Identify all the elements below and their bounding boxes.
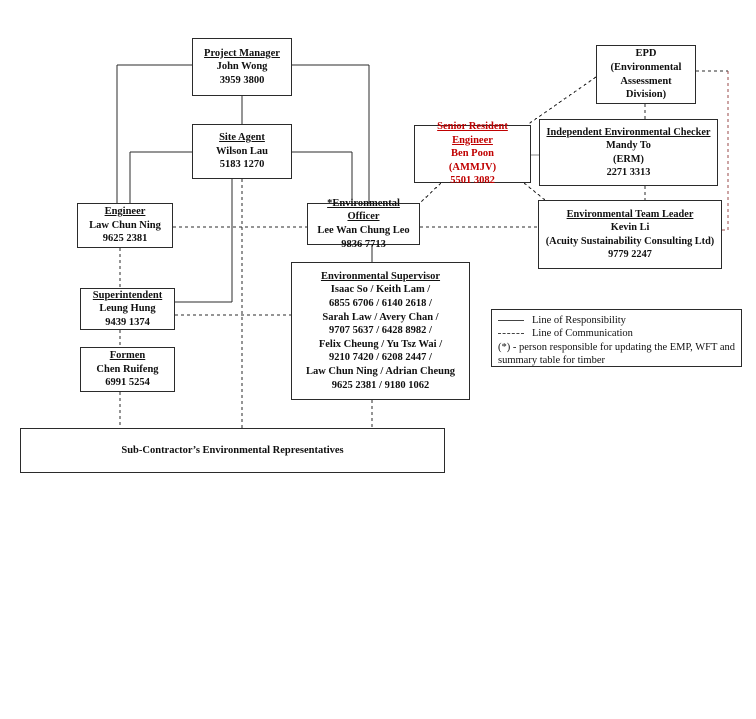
- box-line: 9707 5637 / 6428 8982 /: [329, 325, 432, 337]
- legend-responsibility-label: Line of Responsibility: [532, 315, 626, 326]
- box-title: Engineer: [104, 206, 146, 218]
- box-line: Wilson Lau: [215, 145, 269, 157]
- box-line: (AMMJV): [448, 161, 497, 173]
- box-line: 9625 2381 / 9180 1062: [331, 379, 430, 391]
- box-line: Lee Wan Chung Leo: [317, 225, 410, 236]
- box-line: 5501 3082: [450, 175, 495, 187]
- box-epd: [596, 45, 696, 104]
- box-line: 9439 1374: [105, 316, 150, 328]
- box-title: *Environmental Officer: [327, 197, 400, 223]
- box-line: Chen Ruifeng: [96, 363, 159, 375]
- box-line: 9625 2381: [102, 233, 148, 245]
- legend-responsibility-row: [498, 314, 735, 327]
- box-title: Site Agent: [219, 132, 265, 144]
- box-line: 9779 2247: [608, 248, 652, 260]
- box-superintendent: [80, 288, 175, 330]
- box-line: EPD (Environmental: [610, 48, 682, 73]
- box-line: Law Chun Ning: [89, 219, 161, 231]
- box-line: (Acuity Sustainability Consulting Ltd): [545, 235, 715, 247]
- box-title: Environmental Team Leader: [566, 208, 694, 220]
- box-line: Isaac So / Keith Lam /: [330, 284, 431, 296]
- box-title: Independent Environmental Checker: [546, 126, 711, 138]
- legend-note: (*) - person responsible for updating the EMP, WFT and summary table for timber: [498, 342, 735, 367]
- box-line: Sarah Law / Avery Chan /: [322, 311, 439, 323]
- box-senior-resident-engineer: [414, 120, 531, 187]
- box-line: Mandy To: [606, 140, 651, 152]
- box-line: 6991 5254: [105, 377, 150, 389]
- box-environmental-team-leader: [538, 200, 722, 269]
- box-environmental-officer: [307, 197, 420, 250]
- dash-sre-eo-diagonal: [420, 183, 441, 203]
- box-line: Leung Hung: [99, 303, 156, 315]
- box-line: 9836 7713: [341, 238, 386, 250]
- box-site-agent: [192, 124, 292, 179]
- box-title: Environmental Supervisor: [320, 270, 441, 282]
- box-title: Formen: [109, 350, 146, 362]
- box-subcontractor-representatives: [20, 428, 445, 473]
- box-project-manager: [192, 38, 292, 96]
- solid-line-sample: [498, 320, 524, 321]
- box-engineer: [77, 203, 173, 248]
- box-line: 9210 7420 / 6208 2447 /: [329, 352, 432, 364]
- dash-epd-sre-diagonal: [527, 77, 596, 125]
- box-title: Senior Resident Engineer: [437, 120, 508, 146]
- box-line: Felix Cheung / Yu Tsz Wai /: [318, 338, 443, 350]
- box-line: 5183 1270: [219, 159, 265, 171]
- dashed-line-sample: [498, 333, 524, 334]
- box-line: John Wong: [216, 61, 268, 73]
- box-line: Ben Poon: [451, 148, 494, 160]
- box-line: Sub-Contractor’s Environmental Representatives: [121, 444, 344, 456]
- box-title: Superintendent: [92, 289, 163, 301]
- box-environmental-supervisor: [291, 262, 470, 400]
- box-line: Law Chun Ning / Adrian Cheung: [305, 366, 456, 378]
- box-line: Kevin Li: [610, 222, 650, 234]
- legend-communication-row: [498, 327, 735, 340]
- box-line: (ERM): [613, 153, 644, 165]
- legend-communication-label: Line of Communication: [532, 328, 633, 340]
- box-formen: [80, 347, 175, 392]
- box-independent-environmental-checker: [539, 119, 718, 186]
- box-line: 6855 6706 / 6140 2618 /: [329, 297, 432, 309]
- box-line: Assessment Division): [620, 75, 672, 101]
- legend-box: [491, 309, 742, 367]
- box-title: Project Manager: [204, 47, 280, 59]
- box-line: 2271 3313: [606, 166, 651, 178]
- box-line: 3959 3800: [219, 74, 265, 86]
